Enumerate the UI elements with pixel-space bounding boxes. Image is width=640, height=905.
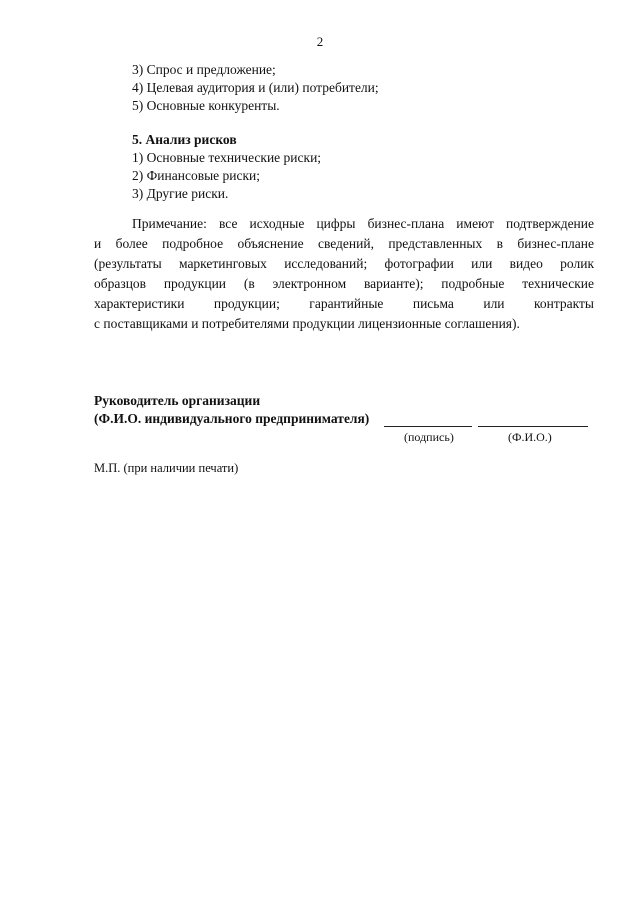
note-line: Примечание: все исходные цифры бизнес-плана имеют подтверждение bbox=[132, 216, 594, 231]
stamp-note: М.П. (при наличии печати) bbox=[94, 461, 239, 475]
name-line bbox=[478, 426, 588, 427]
signature-caption: (подпись) bbox=[404, 430, 454, 444]
note-paragraph bbox=[94, 214, 594, 334]
list-item: 3) Другие риски. bbox=[132, 186, 229, 201]
note-line: и более подробное объяснение сведений, представленных в бизнес-плане bbox=[94, 236, 594, 251]
list-item: 2) Финансовые риски; bbox=[132, 168, 261, 183]
signature-subtitle: (Ф.И.О. индивидуального предпринимателя) bbox=[94, 411, 370, 426]
note-line: характеристики продукции; гарантийные письма или контракты bbox=[94, 296, 594, 311]
signature-line bbox=[384, 426, 472, 427]
section-heading: 5. Анализ рисков bbox=[132, 132, 237, 147]
signature-title: Руководитель организации bbox=[94, 393, 261, 408]
note-line: (результаты маркетинговых исследований; фотографии или видео ролик bbox=[94, 256, 594, 271]
note-line: образцов продукции (в электронном варианте); подробные технические bbox=[94, 276, 594, 291]
list-item: 1) Основные технические риски; bbox=[132, 150, 322, 165]
list-item: 3) Спрос и предложение; bbox=[132, 62, 276, 77]
list-item: 4) Целевая аудитория и (или) потребители; bbox=[132, 80, 379, 95]
list-item: 5) Основные конкуренты. bbox=[132, 98, 280, 113]
page-number: 2 bbox=[316, 34, 324, 49]
name-caption: (Ф.И.О.) bbox=[508, 430, 552, 444]
note-line: с поставщиками и потребителями продукции лицензионные соглашения). bbox=[94, 316, 520, 331]
